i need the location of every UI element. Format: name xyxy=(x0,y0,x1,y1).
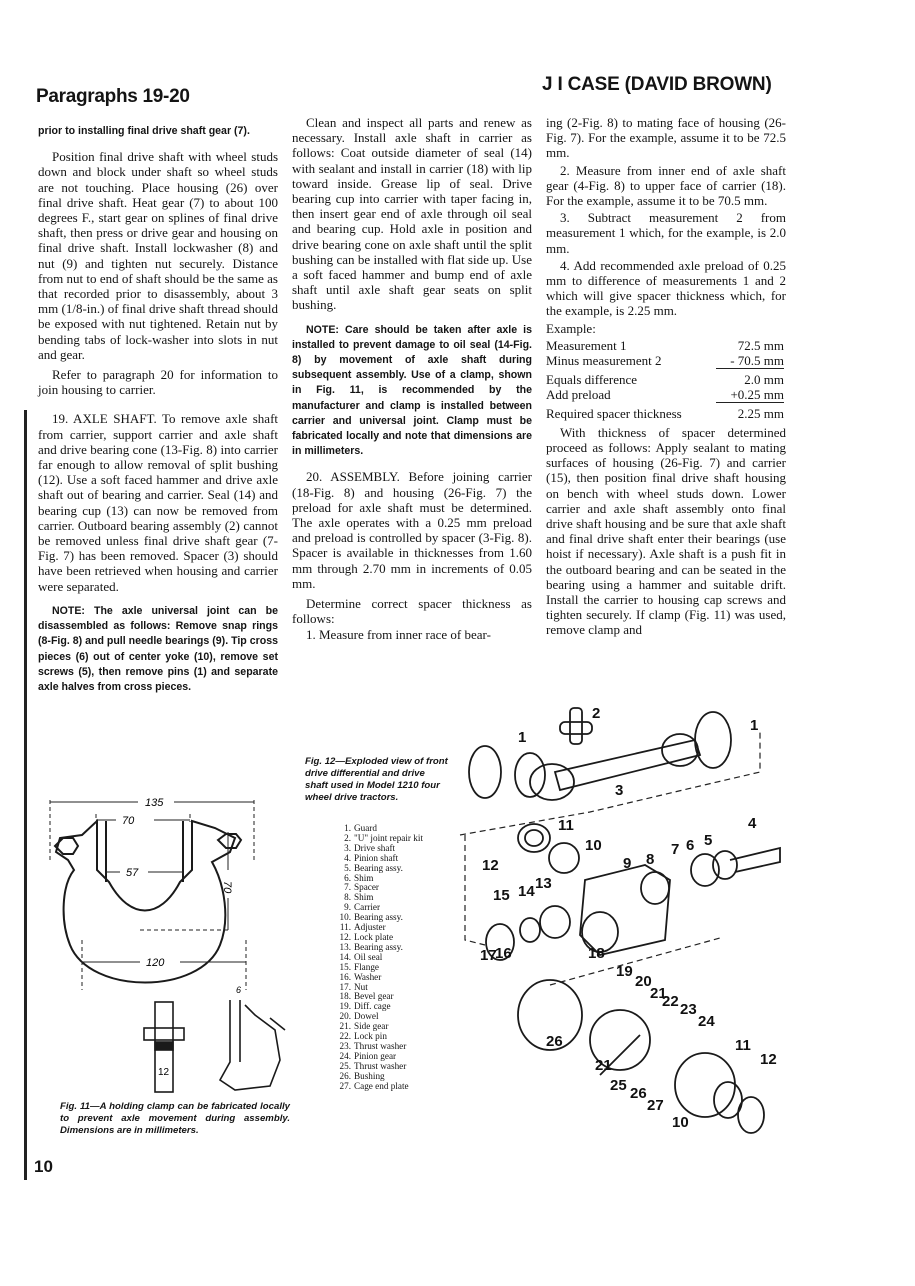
svg-text:9: 9 xyxy=(623,855,632,872)
part-item: 17. Nut xyxy=(339,981,368,992)
paragraph-clean-inspect: Clean and inspect all parts and renew as necessary. Install axle shaft in carrier as follows: Coat outside diameter of seal (14) with sealant and install in carrier (18) with lip toward inside. Grease lip of seal. Drive bearing cup into carrier with taper facing in, then insert gear end of axle through oil seal and bearing cup. Hold axle in position and drive bearing cone on axle shaft until the split bushing can be installed with flat side up. Use a soft faced hammer and bump end of axle shaft until axle shaft gear seats on split bushing. xyxy=(292,115,532,313)
note-prior-install: prior to installing final drive shaft gear (7). xyxy=(38,125,250,137)
fig11-caption: Fig. 11—A holding clamp can be fabricated locally to prevent axle movement during assembly. Dimensions are in millimeters. xyxy=(60,1101,290,1136)
paragraph-19-heading: 19. AXLE SHAFT. xyxy=(52,411,157,427)
part-item: 5. Bearing assy. xyxy=(344,862,403,873)
dim-135: 135 xyxy=(145,797,164,809)
svg-text:14: 14 xyxy=(518,883,535,900)
part-item: 11. Adjuster xyxy=(339,922,386,933)
example-row xyxy=(546,338,784,353)
part-item: 22. Lock pin xyxy=(339,1031,387,1042)
svg-text:8: 8 xyxy=(646,851,655,868)
paragraph-20-body: Before joining carrier (18-Fig. 8) and housing (26-Fig. 7) the preload for axle shaft must be determined. The axle operates with a 0.25 mm preload and preload is controlled by spacer (3-Fig. 8). Spacer is available in thicknesses from 1.60 mm through 2.70 mm in increments of 0.05 mm. xyxy=(292,469,533,591)
part-item: 6. Shim xyxy=(344,872,374,883)
svg-text:21: 21 xyxy=(595,1057,612,1074)
example-row-value: 2.25 mm xyxy=(737,405,784,421)
section-header: Paragraphs 19-20 xyxy=(36,86,190,107)
paragraph-20-heading: 20. ASSEMBLY. xyxy=(306,469,400,485)
example-row-label: Required spacer thickness xyxy=(546,405,682,421)
step-4: 4. Add recommended axle preload of 0.25 mm to difference of measurements 1 and 2 which will give spacer thickness which, for the example, is 2.25 mm. xyxy=(546,257,786,319)
part-item: 25. Thrust washer xyxy=(339,1060,407,1071)
dim-57: 57 xyxy=(126,867,139,879)
column-1 xyxy=(38,124,278,700)
svg-text:1: 1 xyxy=(750,717,759,734)
part-item: 4. Pinion shaft xyxy=(344,852,399,863)
svg-text:6: 6 xyxy=(686,837,695,854)
part-item: 16. Washer xyxy=(339,971,382,982)
svg-text:25: 25 xyxy=(610,1077,627,1094)
example-row xyxy=(546,353,784,369)
svg-text:11: 11 xyxy=(735,1037,751,1054)
paragraph-with-thickness: With thickness of spacer determined proceed as follows: Apply sealant to mating surfaces of housing (26-Fig. 7) and carrier (15), then position final drive shaft housing on bench with wheel studs down. Lower carrier and axle shaft assembly onto final drive shaft housing and be sure that axle shaft and final drive shaft enter their bearings (use hoist if necessary). Axle shaft is a push fit in the outboard bearing and can be seated in the bearing using a hammer and suitable drift. Install the carrier to housing cap screws and tighten securely. If clamp (Fig. 11) was used, remove clamp and xyxy=(546,424,786,638)
part-item: 15. Flange xyxy=(339,961,380,972)
svg-text:16: 16 xyxy=(495,945,512,962)
fig12-parts-list xyxy=(333,824,423,1091)
part-item: 8. Shim xyxy=(344,892,374,903)
example-row-label: Measurement 1 xyxy=(546,337,627,353)
svg-text:18: 18 xyxy=(588,945,605,962)
svg-text:13: 13 xyxy=(535,875,552,892)
svg-text:21: 21 xyxy=(650,985,667,1002)
part-item: 9. Carrier xyxy=(344,902,381,913)
svg-text:5: 5 xyxy=(704,832,713,849)
example-label: Example: xyxy=(546,320,596,336)
column-3 xyxy=(546,115,786,643)
note-care-clamp: NOTE: Care should be taken after axle is installed to prevent damage to oil seal (14-Fig. 8) by movement of axle shaft during subsequent assembly. Use of a clamp, shown in Fig. 11, is recommended by the manufacturer and clamp is installed between carrier and universal joint. Clamp must be fabricated locally and note that dimensions are in millimeters. xyxy=(292,323,532,458)
example-row xyxy=(546,402,784,421)
paragraph-19 xyxy=(38,411,278,593)
example-row-value: +0.25 mm xyxy=(716,387,784,403)
paragraph-20 xyxy=(292,469,532,591)
svg-text:12: 12 xyxy=(760,1051,777,1068)
svg-text:24: 24 xyxy=(698,1013,715,1030)
svg-text:20: 20 xyxy=(635,973,652,990)
part-item: 14. Oil seal xyxy=(339,951,383,962)
svg-text:3: 3 xyxy=(615,782,624,799)
svg-text:26: 26 xyxy=(546,1033,563,1050)
svg-text:11: 11 xyxy=(558,817,574,834)
fig12-callouts xyxy=(480,705,777,1131)
part-item: 19. Diff. cage xyxy=(339,1001,391,1012)
part-item: 7. Spacer xyxy=(344,882,379,893)
svg-text:27: 27 xyxy=(647,1097,664,1114)
binding-rule xyxy=(24,410,27,1180)
dim-6: 6 xyxy=(236,985,242,995)
part-item: 3. Drive shaft xyxy=(344,842,396,853)
fig12-exploded-view xyxy=(460,700,780,1130)
svg-text:10: 10 xyxy=(672,1114,689,1131)
dim-12: 12 xyxy=(158,1067,170,1078)
svg-text:19: 19 xyxy=(616,963,633,980)
svg-text:7: 7 xyxy=(671,841,680,858)
example-row-label: Equals difference xyxy=(546,371,638,387)
part-item: 23. Thrust washer xyxy=(339,1040,407,1051)
part-item: 13. Bearing assy. xyxy=(339,941,403,952)
part-item: 10. Bearing assy. xyxy=(339,912,403,923)
part-item: 1. Guard xyxy=(344,823,377,833)
paragraph-determine: Determine correct spacer thickness as follows: xyxy=(292,596,532,627)
svg-text:12: 12 xyxy=(482,857,499,874)
part-item: 18. Bevel gear xyxy=(339,991,394,1002)
step-2: 2. Measure from inner end of axle shaft gear (4-Fig. 8) to upper face of carrier (18). For the example, assume it to be 70.5 mm. xyxy=(546,162,786,209)
fig11-clamp-drawing xyxy=(40,790,290,1100)
part-item: 12. Lock plate xyxy=(339,931,394,942)
dim-120: 120 xyxy=(146,957,165,969)
note-universal-joint: NOTE: The axle universal joint can be disassembled as follows: Remove snap rings (8-Fig. 8) and pull needle bearings (9). Tip cross pieces (6) out of center yoke (10), remove set screws (5), then remove pins (1) and separate axle halves from cross pieces. xyxy=(38,604,278,693)
svg-text:4: 4 xyxy=(748,815,757,832)
step-1-start: 1. Measure from inner race of bear- xyxy=(306,626,491,642)
manufacturer-header: J I CASE (DAVID BROWN) xyxy=(542,74,772,95)
dim-70-top: 70 xyxy=(122,815,135,827)
example-row-value: 72.5 mm xyxy=(737,337,784,353)
paragraph-position-shaft: Position final drive shaft with wheel studs down and block under shaft so wheel studs are not touching. Place housing (26) over final drive shaft. Heat gear (7) to about 100 degrees F., start gear on splines of final drive shaft, then press or drive gear and housing on final drive shaft. Install lockwasher (8) and nut (9) and tighten nut securely. Distance from nut to end of shaft should be the same as that recorded prior to disassembly, about 3 mm (1/8-in.) of final drive shaft thread should be exposed with nut tightened. Retain nut by bending tabs of lock-washer into slots in nut and gear. xyxy=(38,149,278,362)
svg-text:15: 15 xyxy=(493,887,510,904)
step-3: 3. Subtract measurement 2 from measurement 1 which, for the example, is 2.0 mm. xyxy=(546,210,786,256)
svg-text:22: 22 xyxy=(662,993,679,1010)
paragraph-refer: Refer to paragraph 20 for information to join housing to carrier. xyxy=(38,367,278,398)
example-row xyxy=(546,387,784,403)
dim-70-side: 70 xyxy=(221,881,233,894)
step-1-end: ing (2-Fig. 8) to mating face of housing (26-Fig. 7). For the example, assume it to be 72.5 mm. xyxy=(546,115,786,161)
part-item: 27. Cage end plate xyxy=(339,1080,409,1091)
page-number: 10 xyxy=(34,1157,53,1176)
fig12-caption: Fig. 12—Exploded view of front drive differential and drive shaft used in Model 1210 four wheel drive tractors. xyxy=(305,756,448,803)
svg-text:17: 17 xyxy=(480,947,497,964)
column-2 xyxy=(292,115,532,647)
svg-text:2: 2 xyxy=(592,705,601,722)
svg-text:23: 23 xyxy=(680,1001,697,1018)
part-item: 21. Side gear xyxy=(339,1021,389,1032)
part-item: 2. "U" joint repair kit xyxy=(344,832,423,843)
svg-text:10: 10 xyxy=(585,837,602,854)
svg-text:26: 26 xyxy=(630,1085,647,1102)
part-item: 26. Bushing xyxy=(339,1070,385,1081)
part-item: 20. Dowel xyxy=(339,1011,379,1022)
part-item: 24. Pinion gear xyxy=(339,1050,397,1061)
example-row-value: 2.0 mm xyxy=(744,371,784,387)
paragraph-19-body: To remove axle shaft from carrier, support carrier and axle shaft and drive bearing cone (13-Fig. 8) into carrier far enough to allow removal of split bushing (12). Use a soft faced hammer and drive axle shaft out of bearing and carrier. Seal (14) and bearing cup (13) can now be removed from carrier. Outboard bearing assembly (2) cannot be removed unless final drive shaft gear (7-Fig. 7) has been removed. Spacer (3) should have been retrieved when housing and carrier were separated. xyxy=(38,411,279,594)
svg-text:1: 1 xyxy=(518,729,527,746)
example-table xyxy=(546,338,784,421)
example-row-value: - 70.5 mm xyxy=(716,353,784,369)
example-row xyxy=(546,368,784,387)
example-row-label: Minus measurement 2 xyxy=(546,353,662,369)
example-row-label: Add preload xyxy=(546,387,611,403)
